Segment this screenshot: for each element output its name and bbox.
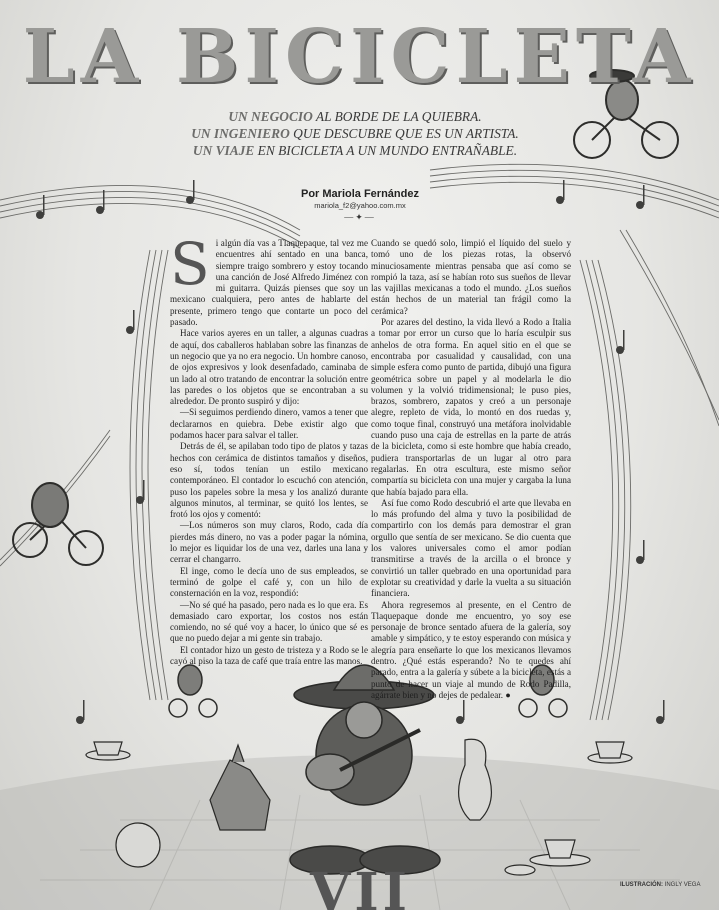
paragraph: —Los números son muy claros, Rodo, cada día pierdes más dinero, no vas a poder pagar la nómina, lo mejor es liquidar los de una vez, darles una lana y cerrar el changarro. [170,520,368,565]
paragraph: Por azares del destino, la vida llevó a Rodo a Italia a tomar por error un curso que lo haría esculpir sus anhelos de otra forma. En aquel sitio en el que se encontraba por casualidad y causalidad, con una simple esfera como punto de partida, dibujó una figura geométrica sobre un papel y al modelarla le dio volumen y la volvió tridimensional; le puso pies, brazos, sombrero, zapatos y creó a un personaje alegre, repleto de vida, lo montó en dos ruedas y, como toque final, construyó una metáfora inolvidable cuando puso una caja de estrellas en la parte de atrás de la bicicleta, como si este hombre que había creado, pudiera transportarlas de un lugar al otro para regalarlas. En otra escultura, este mismo señor compartía su bicicleta con una mujer y cargaba la luna que había bajado para ella. [371,317,571,497]
subtitle-rest: EN BICICLETA A UN MUNDO ENTRAÑABLE. [254,143,518,158]
subtitle-lead: UN INGENIERO [191,126,290,141]
subtitle-lead: UN VIAJE [192,143,255,158]
subtitle-rest: AL BORDE DE LA QUIEBRA. [312,109,482,124]
paragraph: Así fue como Rodo descubrió el arte que llevaba en lo más profundo del alma y tuvo la posibilidad de compartirlo con los demás para demostrar el gran orgullo que sentía de ser mexicano. Se dio cuenta que los valores universales como el amor podían transmitirse a través de la arcilla o el bronce y convirtió un taller quebrado en una oportunidad para explotar su creatividad y darle la vuelta a su situación financiera. [371,497,571,599]
subtitle-line-2 [140,125,570,142]
paragraph: i algún día vas a Tlaquepaque, tal vez me encuentres ahí sentado en una banca, siempre traigo sombrero y estoy tocando una canción de José Alfredo Jiménez con mi guitarra. Quizás pienses que soy un mexicano cualquiera, pero antes de hablarte del presente, primero tengo que contarte un poco del pasado. [170,238,368,328]
paragraph: El inge, como le decía uno de sus empleados, se terminó de golpe el café y, con un hilo de consternación en la voz, respondió: [170,565,368,599]
author-email: mariola_f2@yahoo.com.mx [314,201,406,210]
credit-name: INGLY VEGA [664,882,701,888]
article-column-left [170,230,368,667]
subtitle-rest: QUE DESCUBRE QUE ES UN ARTISTA. [289,126,519,141]
cyclist-left-illustration [13,483,103,565]
drop-cap: S [170,230,210,298]
article-title: LA BICICLETA [22,14,697,100]
byline [255,188,465,223]
paragraph: Ahora regresemos al presente, en el Centro de Tlaquepaque donde me encuentro, yo soy ese personaje de bronce sentado afuera de la galería, soy amable y simpático, y te estoy esperando con música y alegría para enseñarte lo que los mexicanos llevamos dentro. ¿Qué estás esperando? No te quedes ahí parado, entra a la galería y súbete a la bicicleta, estás a punto de hacer un viaje al mundo de Rodo Padilla, agárrate bien y no dejes de pedalear. ● [371,599,571,700]
paragraph: El contador hizo un gesto de tristeza y a Rodo se le cayó al piso la taza de café que traía entre las manos. [170,644,368,666]
subtitle-line-3 [140,142,570,159]
ornament-divider: —✦— [344,212,376,222]
subtitle-lead: UN NEGOCIO [228,109,313,124]
subtitle-block [140,108,570,159]
paragraph: Hace varios ayeres en un taller, a algunas cuadras de aquí, dos caballeros hablaban sobre las finanzas de un negocio que ya no era negocio. Un hombre canoso, de ojos expresivos y look desenfadado, caminaba de un lado al otro tratando de encontrar la solución entre las paredes o los objetos que se encontraban a su alrededor. De pronto suspiró y dijo: [170,328,368,407]
paragraph: Cuando se quedó solo, limpió el líquido del suelo y tomó uno de los piezas rotas, la observó minuciosamente mientras pensaba que así como se rompió la taza, así se habían roto sus sueños de llevar las vajillas mexicanas a todo el mundo. ¿Los sueños están hechos de un material tan frágil como la cerámica? [371,238,571,316]
subtitle-line-1 [140,108,570,125]
paragraph: —Si seguimos perdiendo dinero, vamos a tener que declararnos en quiebra. Debe existir algo que podamos hacer para salvar el taller. [170,407,368,441]
paragraph: —No sé qué ha pasado, pero nada es lo que era. Es demasiado caro exportar, los costos nos están comiendo, no sé qué voy a hacer, lo único que sé es que no puedo dejar a mi gente sin trabajo. [170,599,368,644]
paragraph: Detrás de él, se apilaban todo tipo de platos y tazas hechos con cerámica de distintos tamaños y diseños, eso sí, todos tenían un estilo mexicano contemporáneo. El contador lo escuchó con atención, puso los papeles sobre la mesa y los analizó durante algunos minutos, al terminar, se quitó los lentes, se frotó los ojos y comentó: [170,441,368,520]
illustration-credit [620,882,700,888]
article-column-right [371,238,571,701]
section-numeral: VII [310,862,411,910]
credit-label: ILUSTRACIÓN: [620,882,663,888]
author-name: Por Mariola Fernández [301,188,419,200]
